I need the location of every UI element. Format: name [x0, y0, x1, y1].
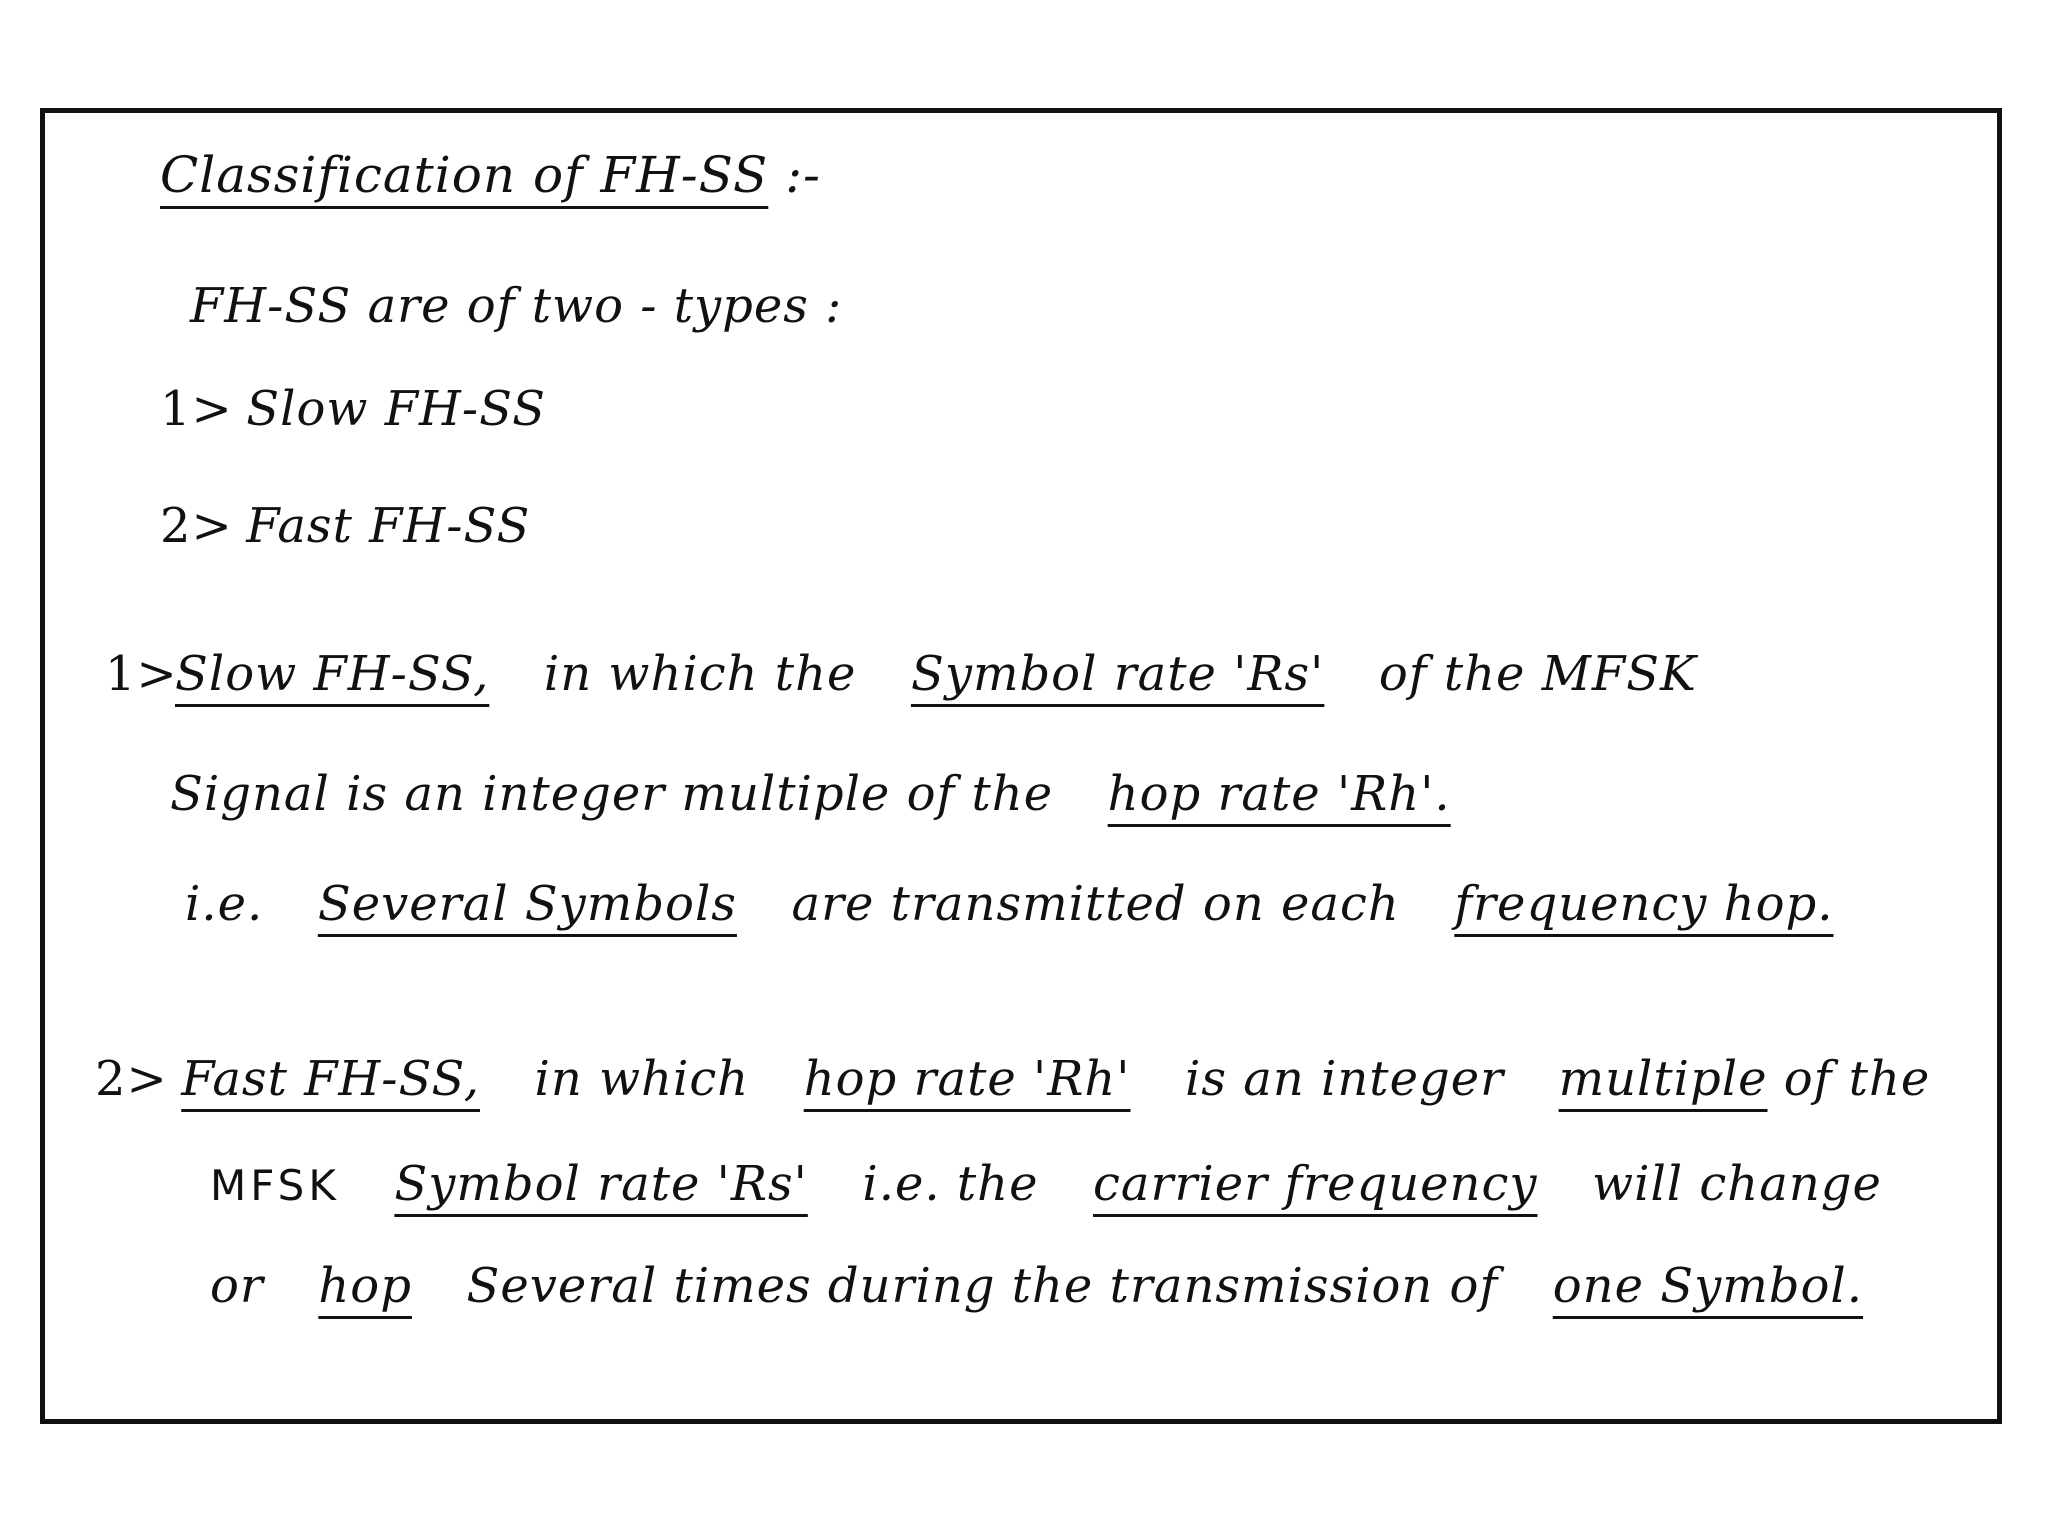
list-item-label: Slow FH-SS — [246, 381, 547, 437]
list-marker: 2> — [160, 498, 233, 554]
heading-suffix: :- — [785, 146, 821, 204]
slow-several-symbols: Several Symbols — [317, 876, 737, 932]
list-item — [160, 381, 547, 437]
fast-hop: hop — [318, 1258, 412, 1314]
slow-text: are transmitted on each — [791, 876, 1400, 932]
page-title — [160, 146, 821, 204]
slow-frequency-hop: frequency hop. — [1454, 876, 1834, 932]
fast-multiple: multiple — [1558, 1051, 1768, 1107]
fast-text: i.e. the — [862, 1156, 1039, 1212]
slow-paragraph-line-3 — [185, 876, 1834, 932]
fast-paragraph-line-3 — [210, 1258, 1863, 1314]
fast-paragraph-line-2 — [210, 1156, 1882, 1212]
list-item-label: Fast FH-SS — [246, 498, 531, 554]
fast-term: Fast FH-SS, — [181, 1051, 480, 1107]
heading-text: Classification of FH-SS — [160, 146, 769, 204]
slow-text: i.e. — [185, 876, 264, 932]
slow-text: of the MFSK — [1378, 646, 1697, 702]
fast-text: is an integer — [1185, 1051, 1505, 1107]
slow-hop-rate: hop rate 'Rh'. — [1107, 766, 1451, 822]
fast-text: or — [210, 1258, 264, 1314]
fast-paragraph-line-1 — [95, 1051, 1931, 1107]
slow-text: in which the — [543, 646, 857, 702]
fast-text: of the — [1783, 1051, 1931, 1107]
list-item — [160, 498, 531, 554]
slow-paragraph-line-2 — [170, 766, 1451, 822]
slow-term-text: Slow FH-SS, — [175, 646, 490, 702]
fast-text: Several times during the transmission of — [466, 1258, 1499, 1314]
fast-carrier-frequency: carrier frequency — [1093, 1156, 1538, 1212]
slow-term — [105, 646, 489, 702]
fast-text: in which — [534, 1051, 750, 1107]
list-marker: 1> — [160, 381, 233, 437]
slow-symbol-rate: Symbol rate 'Rs' — [910, 646, 1325, 702]
slow-paragraph-line-1 — [105, 646, 1697, 702]
fast-text: will change — [1592, 1156, 1882, 1212]
intro-text: FH-SS are of two - types : — [190, 278, 843, 334]
fast-symbol-rate: Symbol rate 'Rs' — [394, 1156, 808, 1212]
fast-one-symbol: one Symbol. — [1552, 1258, 1863, 1314]
fast-marker: 2> — [95, 1051, 168, 1107]
slow-text: Signal is an integer multiple of the — [170, 766, 1054, 822]
fast-hop-rate: hop rate 'Rh' — [803, 1051, 1131, 1107]
fast-text: MFSK — [210, 1161, 340, 1210]
slow-marker: 1> — [105, 646, 178, 702]
